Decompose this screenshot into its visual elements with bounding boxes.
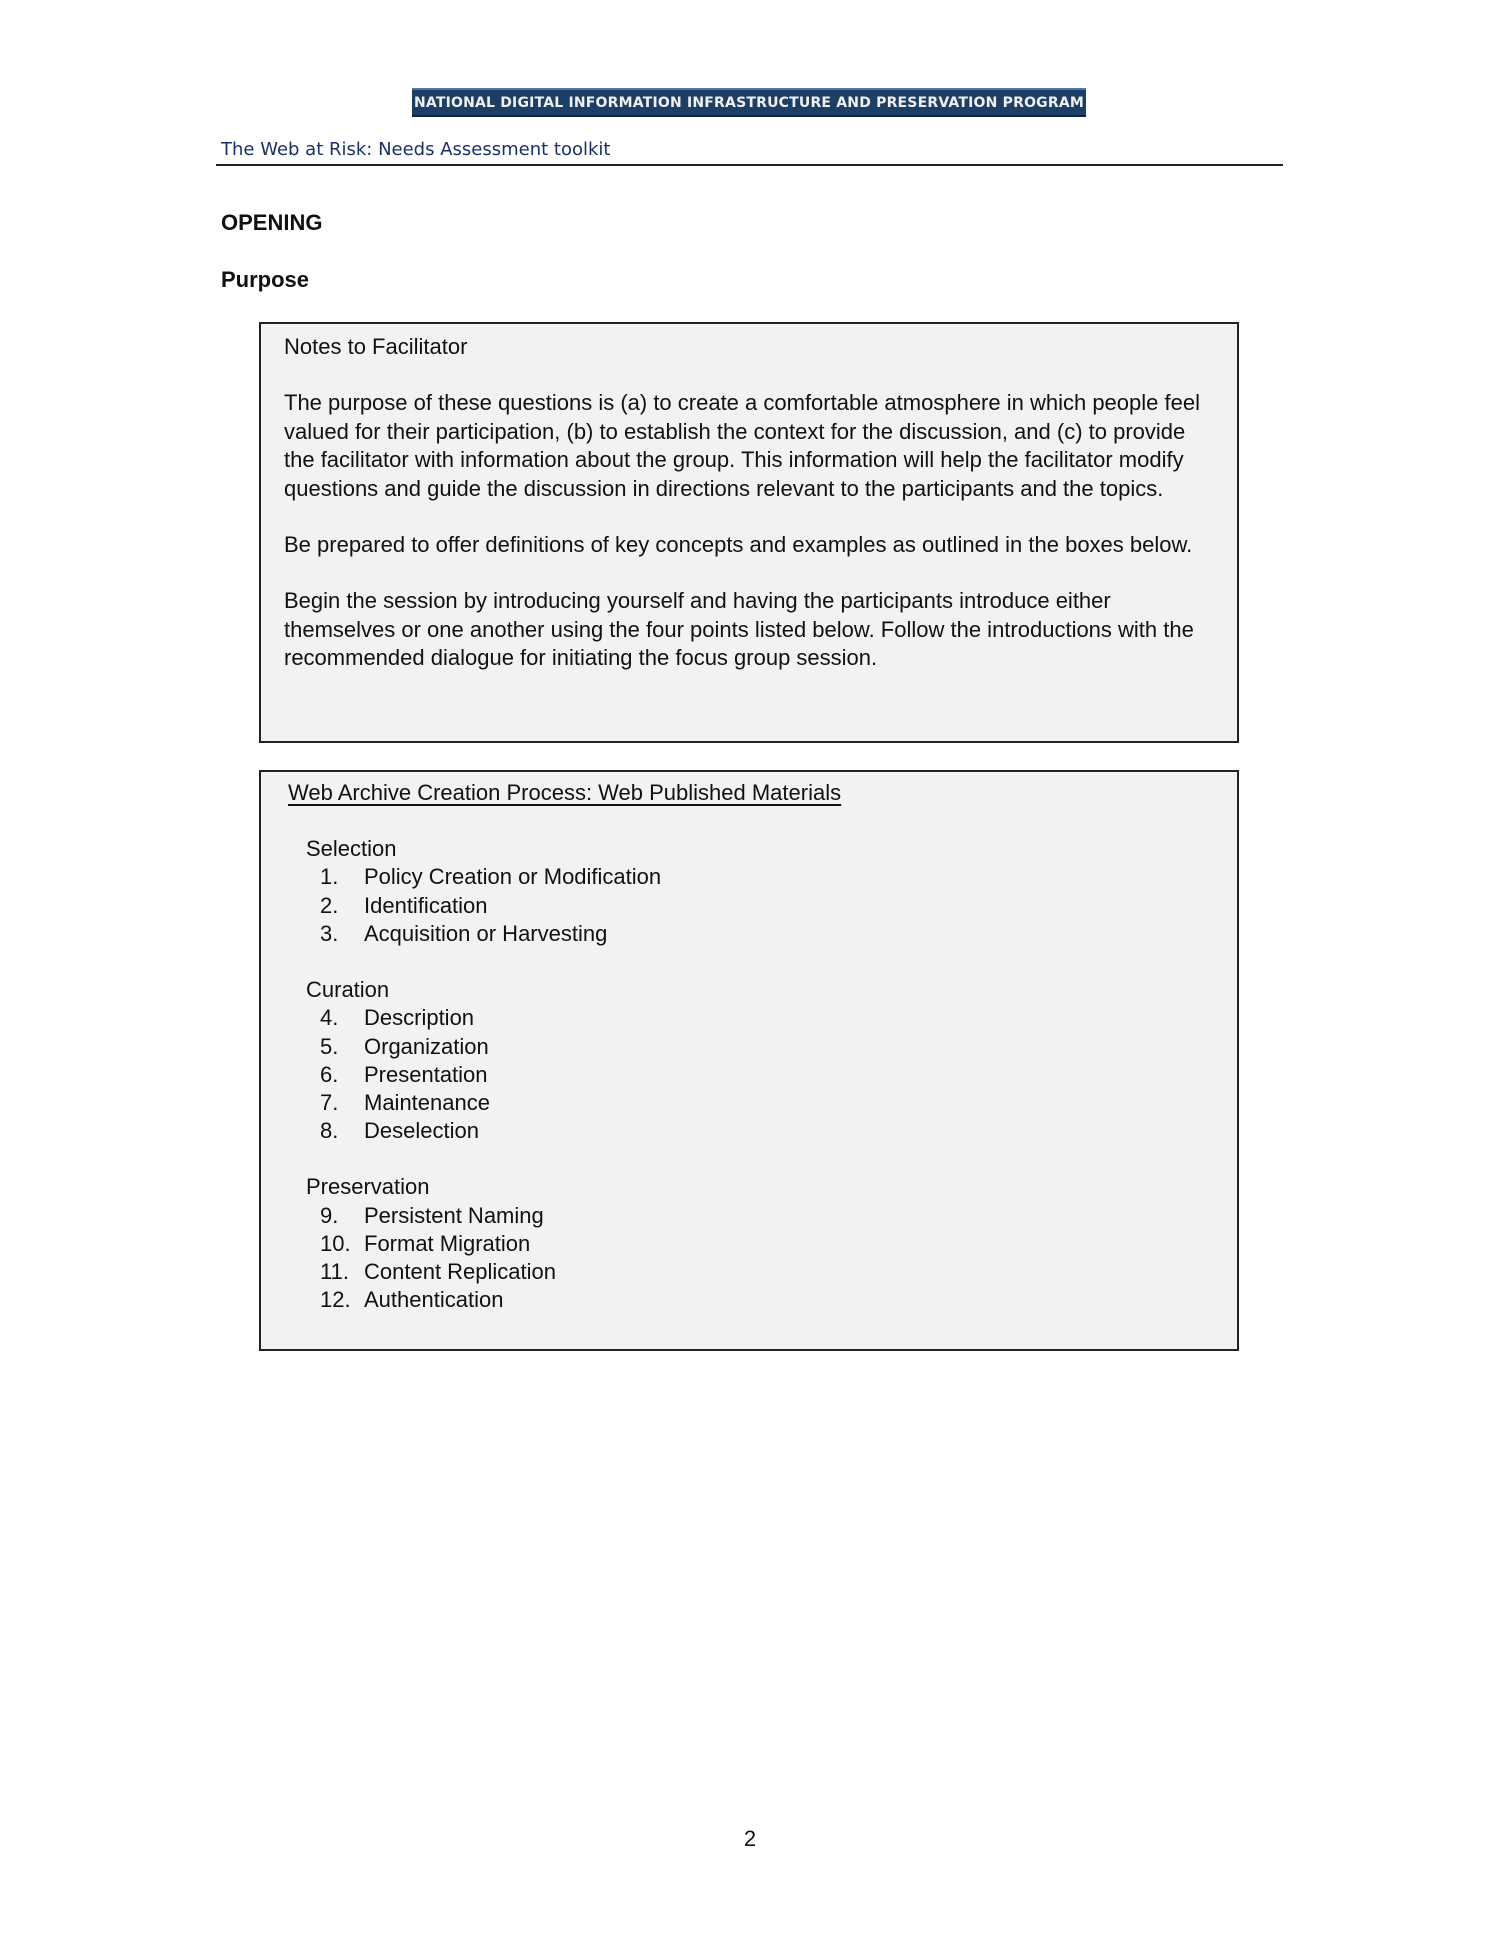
- process-list: [306, 1202, 1217, 1315]
- list-item-number: 8.: [320, 1118, 339, 1144]
- list-item: [306, 1258, 1217, 1286]
- banner-text: NATIONAL DIGITAL INFORMATION INFRASTRUCTURE AND PRESERVATION PROGRAM: [413, 94, 1085, 111]
- program-banner: [412, 88, 1086, 117]
- list-item-number: 5.: [320, 1033, 339, 1059]
- group-label: Curation: [306, 977, 390, 1003]
- list-item-text: Persistent Naming: [364, 1202, 544, 1228]
- list-item-text: Deselection: [364, 1118, 479, 1144]
- subsection-heading: Purpose: [221, 267, 310, 292]
- section-heading: OPENING: [221, 210, 323, 235]
- process-group-curation: [288, 976, 1217, 1145]
- list-item-number: 11.: [320, 1259, 349, 1285]
- list-item-text: Presentation: [364, 1061, 488, 1087]
- list-item-text: Description: [364, 1005, 475, 1031]
- list-item: [306, 863, 1217, 891]
- list-item-number: 12.: [320, 1287, 351, 1313]
- list-item-number: 3.: [320, 920, 339, 946]
- header-divider: [216, 164, 1283, 166]
- list-item-text: Format Migration: [364, 1231, 531, 1257]
- list-item-number: 7.: [320, 1090, 339, 1116]
- list-item-number: 9.: [320, 1202, 339, 1228]
- process-list: [306, 1004, 1217, 1145]
- list-item-text: Identification: [364, 892, 488, 918]
- list-item: [306, 1089, 1217, 1117]
- document-subtitle: The Web at Risk: Needs Assessment toolkit: [221, 139, 611, 160]
- list-item-text: Organization: [364, 1033, 489, 1059]
- list-item-number: 10.: [320, 1231, 351, 1257]
- list-item-number: 2.: [320, 892, 339, 918]
- list-item-number: 4.: [320, 1005, 339, 1031]
- list-item: [306, 1061, 1217, 1089]
- web-archive-process-box: [259, 770, 1239, 1351]
- list-item-number: 1.: [320, 864, 339, 890]
- list-item: [306, 1117, 1217, 1145]
- process-group-selection: [288, 835, 1217, 948]
- list-item-text: Authentication: [364, 1287, 504, 1313]
- process-list: [306, 863, 1217, 948]
- list-item: [306, 1004, 1217, 1032]
- process-box-title: Web Archive Creation Process: Web Published Materials: [288, 780, 842, 805]
- list-item: [306, 1033, 1217, 1061]
- list-item-number: 6.: [320, 1061, 339, 1087]
- list-item: [306, 892, 1217, 920]
- notes-to-facilitator-box: [259, 322, 1239, 743]
- group-label: Selection: [306, 836, 397, 861]
- list-item-text: Acquisition or Harvesting: [364, 920, 608, 946]
- group-label: Preservation: [306, 1174, 430, 1200]
- list-item: [306, 1202, 1217, 1230]
- list-item: [306, 1230, 1217, 1258]
- notes-box-title: Notes to Facilitator: [284, 334, 468, 359]
- notes-paragraph: Begin the session by introducing yourself and having the participants introduce either themselves or one another using the four points listed below. Follow the introductions with the recommended dialogue for initiating the focus group session.: [284, 588, 1194, 671]
- list-item-text: Maintenance: [364, 1090, 490, 1116]
- process-group-preservation: [288, 1173, 1217, 1314]
- notes-paragraph: Be prepared to offer definitions of key concepts and examples as outlined in the boxes below.: [284, 532, 1193, 558]
- list-item: [306, 1286, 1217, 1314]
- notes-paragraph: The purpose of these questions is (a) to create a comfortable atmosphere in which people feel valued for their participation, (b) to establish the context for the discussion, and (c) to provide the facilitator with information about the group. This information will help the facilitator modify questions and guide the discussion in directions relevant to the participants and the topics.: [284, 390, 1200, 501]
- list-item-text: Content Replication: [364, 1259, 557, 1285]
- list-item-text: Policy Creation or Modification: [364, 864, 662, 890]
- list-item: [306, 920, 1217, 948]
- page-number: 2: [743, 1826, 757, 1851]
